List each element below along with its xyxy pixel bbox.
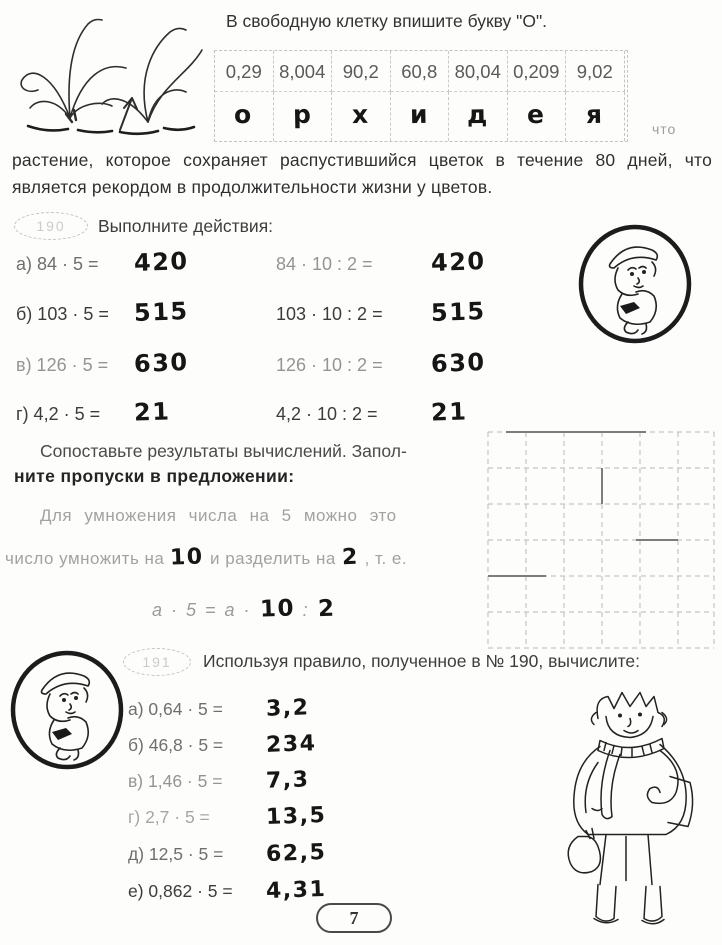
expression: а) 84 · 5 = [16,254,99,274]
handwritten-answer: 7,3 [265,767,310,794]
expression: 103 · 10 : 2 = [276,304,383,324]
handwritten-letter: р [292,99,313,130]
table-letter-cell [508,92,567,141]
handwritten-answer: 420 [430,247,487,277]
exercise-190-title: Выполните действия: [98,216,274,236]
table-letter-cell [391,92,450,141]
table-number-cell: 90,2 [332,51,391,92]
handwritten-letter: и [409,99,430,130]
expression: 126 · 10 : 2 = [276,355,383,375]
problem-row [128,841,326,866]
handwritten-answer: 62,5 [265,839,327,868]
fill-in-intro-line1: Сопоставьте результаты вычислений. Запол- [40,441,407,461]
problem-row [128,732,316,757]
handwritten-letter: е [526,99,546,130]
expression: е) 0,862 · 5 = [128,881,233,901]
faded-text: и разделить на [210,549,336,568]
faded-text: , т. е. [364,549,408,568]
table-number-cell: 60,8 [391,51,450,92]
expression: г) 4,2 · 5 = [16,404,101,424]
problem-row [16,398,467,426]
boy-in-circle-illustration [576,222,694,350]
handwritten-answer: 3,2 [265,695,310,722]
handwritten-answer: 630 [430,348,487,378]
formula-separator: : [302,600,310,620]
handwritten-letter: я [585,99,604,130]
sentence-start-word: что [652,121,677,137]
problem-row [16,298,486,326]
handwritten-answer: 234 [265,731,317,758]
handwritten-blank: 10 [259,595,296,623]
expression: 4,2 · 10 : 2 = [276,404,378,424]
flower-fact-paragraph: растение, которое сохраняет распустившийся цветок в течение 80 дней, что является рекордом в продолжительности жизни у цветов. [12,150,712,198]
faded-sentence-line1: Для умножения числа на 5 можно это [40,506,397,525]
handwritten-answer: 515 [430,297,487,327]
expression: а) 0,64 · 5 = [128,699,223,719]
problem-row [16,349,486,377]
top-instruction: В свободную клетку впишите букву "О". [226,11,548,31]
handwritten-answer: 21 [430,397,468,427]
expression: б) 103 · 5 = [16,304,109,324]
orchid-flower-illustration [8,6,208,140]
table-letter-cell [274,92,333,141]
problem-row [128,768,309,793]
handwritten-answer: 515 [133,297,190,327]
handwritten-blank: 2 [317,595,336,623]
table-letter-cell [332,92,391,141]
expression: б) 46,8 · 5 = [128,735,224,755]
table-number-cell: 80,04 [449,51,508,92]
expression: г) 2,7 · 5 = [128,807,210,827]
problem-row [128,804,326,829]
table-letter-cell [215,92,274,141]
problem-row [128,878,326,903]
table-number-row [215,51,627,92]
table-number-cell: 0,29 [215,51,274,92]
table-number-cell: 9,02 [566,51,625,92]
formula-printed: а · 5 = а · [152,600,252,620]
handwritten-answer: 630 [133,348,190,378]
expression: 84 · 10 : 2 = [276,254,373,274]
table-number-cell: 8,004 [274,51,333,92]
page-number: 7 [316,903,392,933]
table-letter-row [215,92,627,141]
handwritten-answer: 21 [133,397,171,427]
faded-text: число умножить на [5,549,165,568]
problem-row [16,248,486,276]
handwritten-answer: 4,31 [265,876,327,905]
handwritten-answer: 13,5 [265,802,327,831]
exercise-191-title: Используя правило, полученное в № 190, вычислите: [203,651,641,671]
handwritten-blank: 10 [169,544,205,571]
handwritten-letter: х [351,99,370,130]
expression: в) 1,46 · 5 = [128,771,223,791]
table-number-cell: 0,209 [508,51,567,92]
faded-sentence-line2 [5,545,475,570]
person-with-scarf-illustration [548,684,708,930]
boy-in-circle-illustration [8,646,126,778]
table-letter-cell [449,92,508,141]
fill-in-intro-line2: ните пропуски в предложении: [14,466,295,486]
faint-grid-showthrough [486,428,716,652]
handwritten-letter: о [234,99,254,130]
handwritten-letter: д [466,99,489,130]
expression: д) 12,5 · 5 = [128,844,224,864]
rule-formula [152,596,343,622]
handwritten-blank: 2 [341,544,360,571]
table-letter-cell [566,92,625,141]
letter-table [214,50,628,142]
problem-row [128,696,309,721]
exercise-number-badge: 190 [14,212,88,240]
exercise-number-badge: 191 [123,648,191,676]
expression: в) 126 · 5 = [16,355,109,375]
handwritten-answer: 420 [133,247,190,277]
